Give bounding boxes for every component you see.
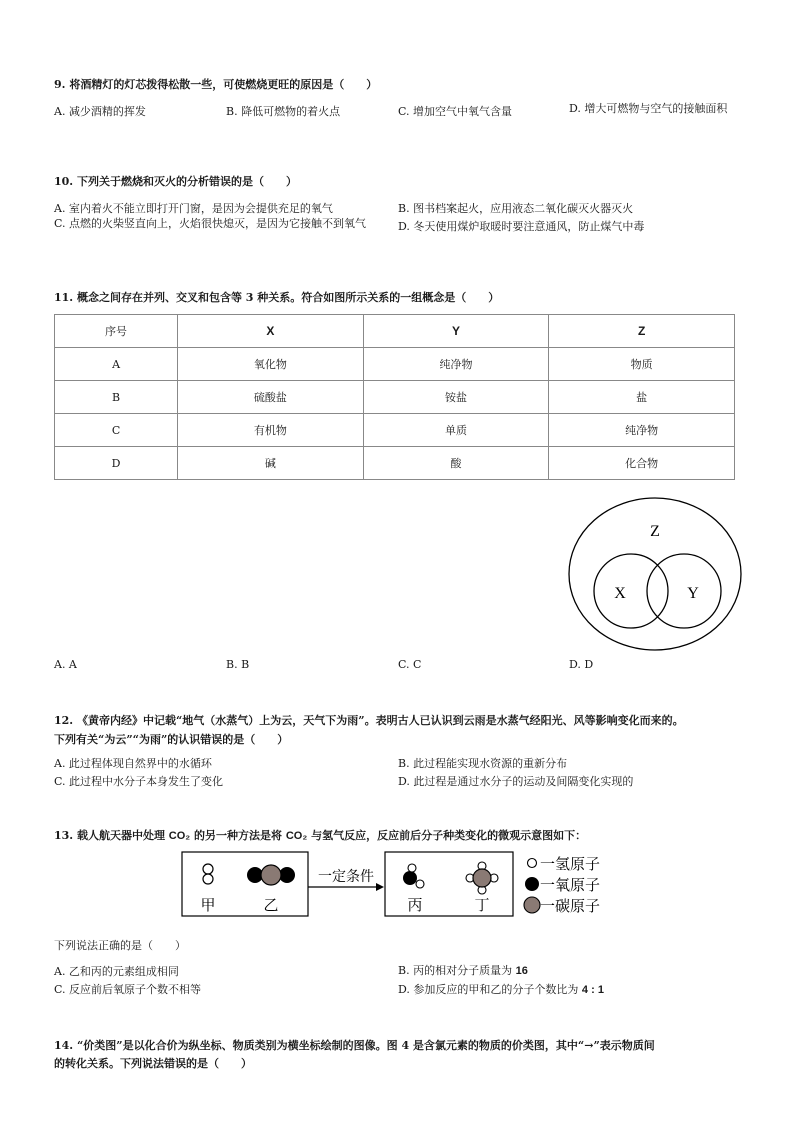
venn-outer-circle <box>569 498 741 650</box>
q13-prompt: 下列说法正确的是（ ） <box>54 939 186 952</box>
q9-option-b[interactable]: B. 降低可燃物的着火点 <box>226 105 341 118</box>
q10-option-b[interactable]: B. 图书档案起火，应用液态二氧化碳灭火器灭火 <box>398 202 634 215</box>
table-cell: B <box>55 381 178 414</box>
q13-formula-co2: CO₂ <box>168 830 191 842</box>
q9-option-a[interactable]: A. 减少酒精的挥发 <box>54 105 146 118</box>
table-row <box>55 447 735 480</box>
q13-option-b-value: 16 <box>515 965 528 977</box>
q13-title-part: 13. 载人航天器中处理 <box>54 829 169 842</box>
q13-option-c[interactable]: C. 反应前后氧原子个数不相等 <box>54 983 202 996</box>
table-cell: 酸 <box>363 447 549 480</box>
q13-option-d-text: D. 参加反应的甲和乙的分子个数比为 <box>398 983 582 996</box>
q11-option-d[interactable]: D. D <box>569 658 594 671</box>
q12-option-c[interactable]: C. 此过程中水分子本身发生了变化 <box>54 775 224 788</box>
venn-right-circle <box>647 554 721 628</box>
q13-option-b[interactable] <box>398 962 528 978</box>
q13-option-a[interactable]: A. 乙和丙的元素组成相同 <box>54 965 179 978</box>
table-header-y: Y <box>363 315 549 348</box>
venn-label-z: Z <box>650 523 660 540</box>
legend-hydrogen-label: 一氢原子 <box>540 855 601 873</box>
reactant-label-jia: 甲 <box>200 896 216 914</box>
carbon-atom-icon <box>473 869 491 887</box>
q13-title-part: 与氢气反应，反应前后分子种类变化的微观示意图如下： <box>307 829 587 842</box>
q14-title-line2: 的转化关系。下列说法错误的是（ ） <box>54 1057 252 1070</box>
table-cell: 单质 <box>363 414 549 447</box>
table-row <box>55 348 735 381</box>
venn-label-x: X <box>614 585 626 602</box>
table-cell: A <box>55 348 178 381</box>
table-cell: 盐 <box>549 381 735 414</box>
table-header-z: Z <box>549 315 735 348</box>
hydrogen-atom-icon <box>203 874 213 884</box>
legend-carbon-icon <box>524 897 540 913</box>
q12-title-line1: 12. 《黄帝内经》中记载“地气（水蒸气）上为云，天气下为雨”。表明古人已认识到云雨是水蒸气经阳光、风等影响变化而来的。 <box>54 714 684 727</box>
carbon-atom-icon <box>261 865 281 885</box>
q12-option-d[interactable]: D. 此过程是通过水分子的运动及间隔变化实现的 <box>398 775 634 788</box>
concept-table <box>54 314 735 480</box>
legend-oxygen-icon <box>525 877 539 891</box>
venn-label-y: Y <box>687 585 699 602</box>
table-cell: 氧化物 <box>178 348 364 381</box>
q12-option-b[interactable]: B. 此过程能实现水资源的重新分布 <box>398 757 568 770</box>
hydrogen-atom-icon <box>416 880 424 888</box>
legend-oxygen-label: 一氧原子 <box>540 876 601 894</box>
table-header-index: 序号 <box>55 315 178 348</box>
q11-option-b[interactable]: B. B <box>226 658 250 671</box>
table-cell: 硫酸盐 <box>178 381 364 414</box>
arrow-head-icon <box>376 883 384 891</box>
hydrogen-atom-icon <box>203 864 213 874</box>
table-cell: 纯净物 <box>549 414 735 447</box>
q13-option-b-text: B. 丙的相对分子质量为 <box>398 964 516 977</box>
reaction-diagram <box>180 848 620 920</box>
legend-hydrogen-icon <box>528 859 537 868</box>
product-box <box>385 852 513 916</box>
q10-option-a[interactable]: A. 室内着火不能立即打开门窗，是因为会提供充足的氧气 <box>54 202 333 215</box>
table-cell: 纯净物 <box>363 348 549 381</box>
table-cell: 化合物 <box>549 447 735 480</box>
q9-option-d[interactable]: D. 增大可燃物与空气的接触面积 <box>569 102 728 115</box>
venn-diagram <box>566 496 744 652</box>
product-label-bing: 丙 <box>407 896 423 914</box>
q11-option-c[interactable]: C. C <box>398 658 422 671</box>
table-cell: 铵盐 <box>363 381 549 414</box>
table-row <box>55 381 735 414</box>
q13-title <box>54 827 586 843</box>
table-cell: 碱 <box>178 447 364 480</box>
table-cell: C <box>55 414 178 447</box>
q12-option-a[interactable]: A. 此过程体现自然界中的水循环 <box>54 757 212 770</box>
table-cell: D <box>55 447 178 480</box>
q12-title-line2: 下列有关“为云”“为雨”的认识错误的是（ ） <box>54 733 289 746</box>
table-row <box>55 414 735 447</box>
q14-title-line1: 14. “价类图”是以化合价为纵坐标、物质类别为横坐标绘制的图像。图 4 是含氯元素的物质的价类图，其中“→”表示物质间 <box>54 1039 655 1052</box>
q10-title: 10. 下列关于燃烧和灭火的分析错误的是（ ） <box>54 175 297 188</box>
table-cell: 有机物 <box>178 414 364 447</box>
q10-option-d[interactable]: D. 冬天使用煤炉取暖时要注意通风，防止煤气中毒 <box>398 220 645 233</box>
q13-option-d[interactable] <box>398 981 604 997</box>
reaction-condition: 一定条件 <box>318 869 374 885</box>
table-header-x: X <box>178 315 364 348</box>
q13-formula-co2: CO₂ <box>285 830 308 842</box>
q9-title: 9. 将酒精灯的灯芯拨得松散一些，可使燃烧更旺的原因是（ ） <box>54 78 378 91</box>
q13-title-part: 的另一种方法是将 <box>190 829 286 842</box>
q9-option-c[interactable]: C. 增加空气中氧气含量 <box>398 105 513 118</box>
table-header-row <box>55 315 735 348</box>
q11-option-a[interactable]: A. A <box>54 658 77 671</box>
table-cell: 物质 <box>549 348 735 381</box>
product-label-ding: 丁 <box>474 896 490 914</box>
hydrogen-atom-icon <box>408 864 416 872</box>
reactant-label-yi: 乙 <box>263 896 279 914</box>
q10-option-c[interactable]: C. 点燃的火柴竖直向上，火焰很快熄灭，是因为它接触不到氧气 <box>54 217 367 230</box>
legend-carbon-label: 一碳原子 <box>540 897 601 915</box>
q13-option-d-value: 4 : 1 <box>581 984 604 996</box>
oxygen-atom-icon <box>403 871 417 885</box>
q11-title: 11. 概念之间存在并列、交叉和包含等 3 种关系。符合如图所示关系的一组概念是（ ） <box>54 291 500 304</box>
